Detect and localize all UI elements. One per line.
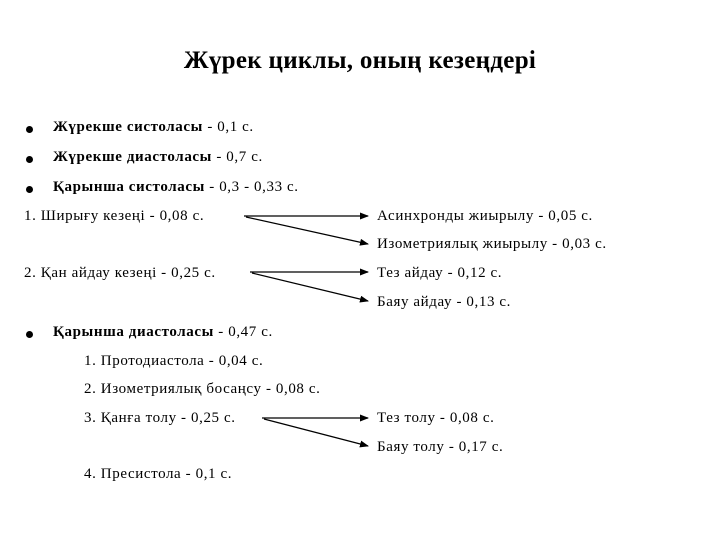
isometric-relaxation: 2. Изометриялық босаңсу - 0,08 с.: [84, 381, 321, 397]
isometric-contraction: Изометриялық жиырылу - 0,03 с.: [377, 236, 607, 252]
ventricular-diastole-label: Қарынша диастоласы: [53, 324, 214, 340]
rapid-ejection: Тез айдау - 0,12 с.: [377, 265, 503, 281]
arrow-filling-to-slow: [264, 419, 368, 446]
atrial-systole-value: - 0,1 с.: [202, 119, 254, 135]
protodiastole: 1. Протодиастола - 0,04 с.: [84, 353, 264, 369]
arrow-tension-to-isometric: [246, 217, 368, 244]
rapid-filling: Тез толу - 0,08 с.: [377, 410, 495, 426]
filling-phase: 3. Қанға толу - 0,25 с.: [84, 410, 236, 426]
atrial-systole-label: Жүрекше систоласы: [53, 119, 203, 135]
ventricular-systole-label: Қарынша систоласы: [53, 179, 205, 195]
presystole: 4. Пресистола - 0,1 с.: [84, 466, 233, 482]
slow-ejection: Баяу айдау - 0,13 с.: [377, 294, 512, 310]
slow-filling: Баяу толу - 0,17 с.: [377, 439, 504, 455]
arrow-ejection-to-slow: [252, 273, 368, 301]
ejection-phase: 2. Қан айдау кезеңі - 0,25 с.: [24, 265, 216, 281]
atrial-diastole-value: - 0,7 с.: [212, 149, 263, 165]
async-contraction: Асинхронды жиырылу - 0,05 с.: [377, 208, 593, 224]
atrial-diastole-label: Жүрекше диастоласы: [53, 149, 212, 165]
tension-phase: 1. Ширығу кезеңі - 0,08 с.: [24, 208, 205, 224]
ventricular-diastole-value: - 0,47 с.: [213, 324, 273, 340]
ventricular-systole-value: - 0,3 - 0,33 с.: [204, 179, 299, 195]
page-title: Жүрек циклы, оның кезеңдері: [183, 47, 537, 74]
